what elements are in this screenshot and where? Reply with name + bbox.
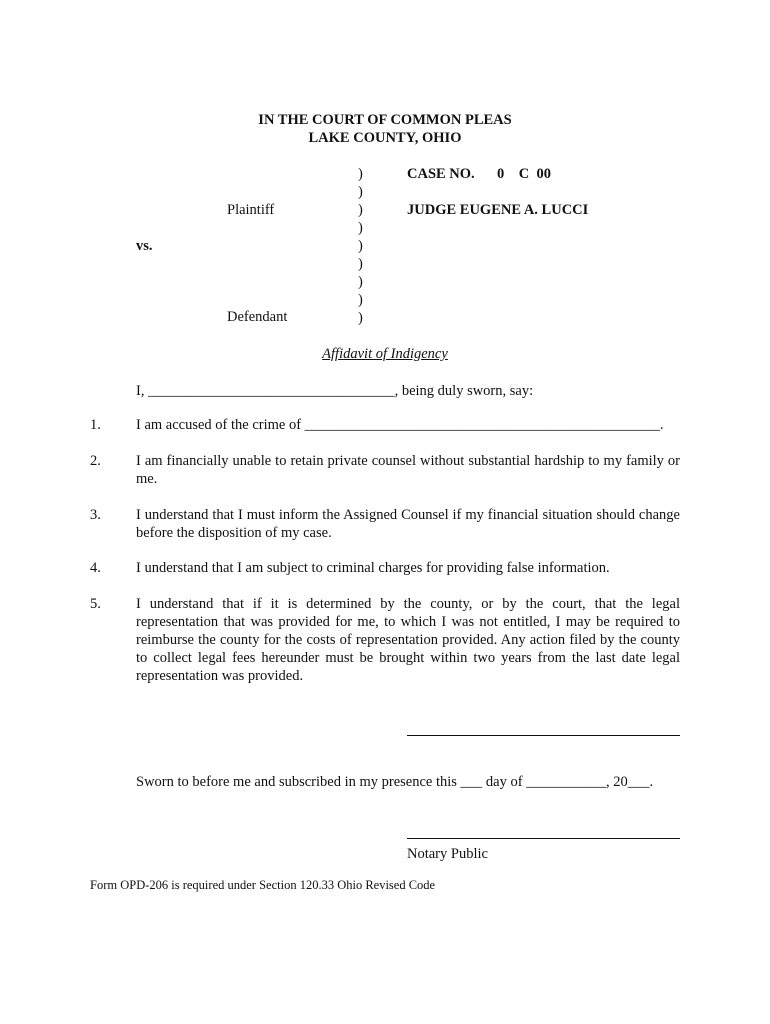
versus-label: vs. bbox=[136, 238, 153, 254]
document-title: Affidavit of Indigency bbox=[322, 346, 448, 362]
form-footer: Form OPD-206 is required under Section 120.33 Ohio Revised Code bbox=[90, 878, 436, 892]
item-text: I understand that I must inform the Assigned Counsel if my financial situation should change before the disposition of my case. bbox=[136, 507, 680, 541]
item-number: 2. bbox=[90, 453, 101, 469]
judge-name: JUDGE EUGENE A. LUCCI bbox=[407, 202, 589, 218]
caption-paren: ) bbox=[358, 292, 363, 308]
item-number: 1. bbox=[90, 417, 101, 433]
caption-paren: ) bbox=[358, 238, 363, 254]
item-number: 3. bbox=[90, 507, 101, 523]
defendant-label: Defendant bbox=[227, 309, 288, 325]
item-text: I am accused of the crime of _________________________________________________. bbox=[136, 417, 664, 433]
caption-paren: ) bbox=[358, 274, 363, 290]
court-heading: IN THE COURT OF COMMON PLEAS bbox=[258, 112, 512, 128]
case-number-value: 0 C 00 bbox=[497, 166, 551, 182]
item-text: I understand that if it is determined by the county, or by the court, that the legal representation that was provided for me, to which I was not entitled, I may be required to reimburse the county for the costs of representation provided. Any action filed by the county to collect legal fees hereunder must be brought within two years from the last date legal representation was provided. bbox=[136, 596, 680, 684]
notary-signature-line[interactable] bbox=[407, 838, 680, 839]
item-text: I am financially unable to retain private counsel without substantial hardship to my family or me. bbox=[136, 453, 680, 487]
case-number-label: CASE NO. bbox=[407, 166, 475, 182]
item-number: 4. bbox=[90, 560, 101, 576]
item-text: I understand that I am subject to criminal charges for providing false information. bbox=[136, 560, 610, 576]
notary-public-label: Notary Public bbox=[407, 846, 488, 862]
plaintiff-label: Plaintiff bbox=[227, 202, 275, 218]
caption-paren: ) bbox=[358, 202, 363, 218]
caption-paren: ) bbox=[358, 310, 363, 326]
county-heading: LAKE COUNTY, OHIO bbox=[308, 130, 462, 146]
caption-paren: ) bbox=[358, 184, 363, 200]
affiant-signature-line[interactable] bbox=[407, 735, 680, 736]
caption-paren: ) bbox=[358, 256, 363, 272]
caption-paren: ) bbox=[358, 166, 363, 182]
item-number: 5. bbox=[90, 596, 101, 612]
affiant-intro: I, __________________________________, being duly sworn, say: bbox=[136, 383, 534, 399]
caption-paren: ) bbox=[358, 220, 363, 236]
sworn-statement: Sworn to before me and subscribed in my presence this ___ day of ___________, 20___. bbox=[136, 774, 654, 790]
